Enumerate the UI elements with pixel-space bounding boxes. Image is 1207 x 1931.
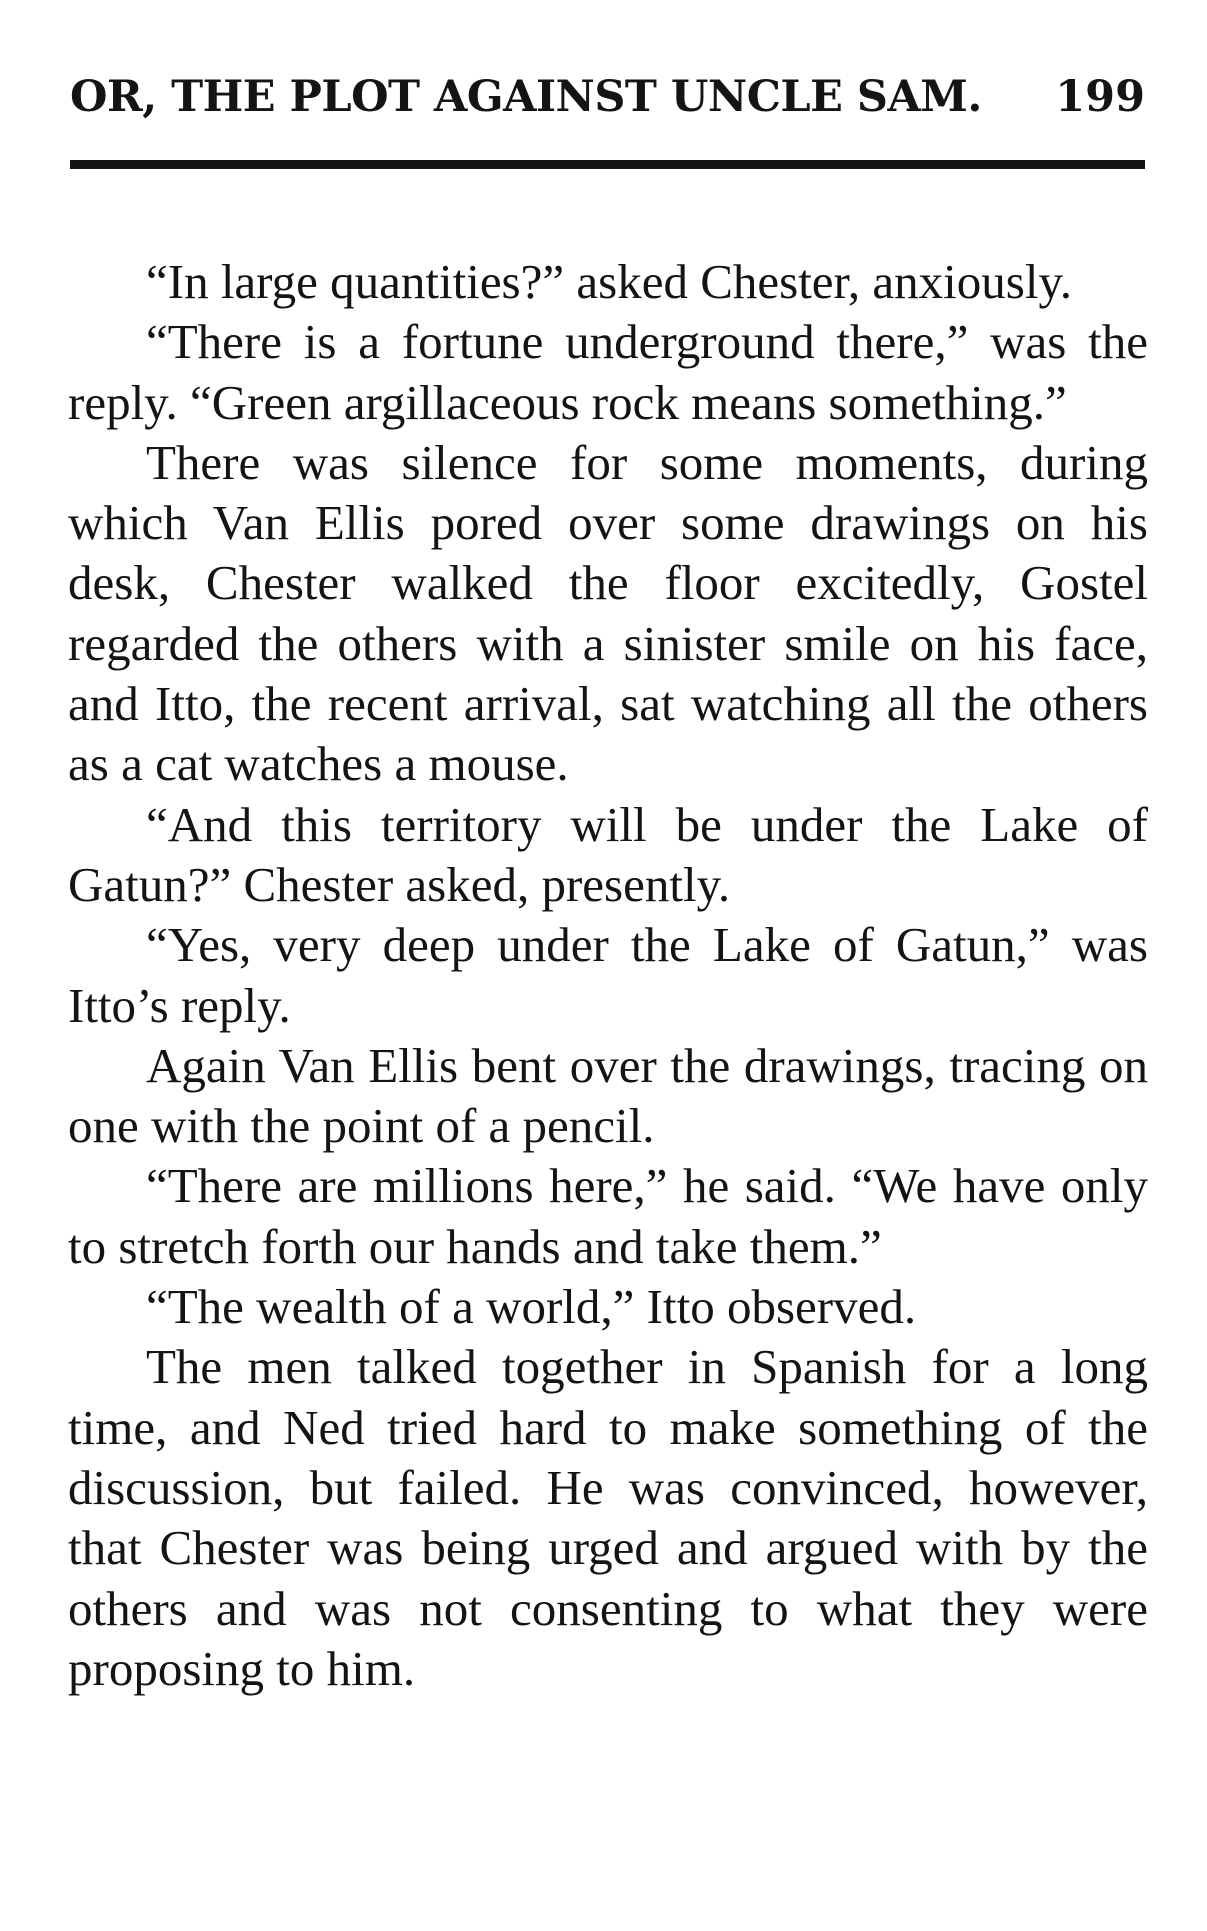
paragraph: “And this territory will be under the Lake of Gatun?” Chester asked, presently. [68,796,1148,912]
header-rule [70,160,1145,169]
paragraph: The men talked together in Spanish for a long time, and Ned tried hard to make something of the discussion, but failed. He was convinced, however, that Chester was being urged and argued with by the others and was not consenting to what they were proposing to him. [68,1339,1148,1696]
paragraph: “Yes, very deep under the Lake of Gatun,” was Itto’s reply. [68,917,1148,1033]
paragraph: There was silence for some moments, during which Van Ellis pored over some drawings on his desk, Chester walked the floor excitedly, Gostel regarded the others with a sinister smile on his face, and Itto, the recent arrival, sat watching all the others as a cat watches a mouse. [68,434,1148,792]
page-number: 199 [1055,72,1145,122]
paragraph: “The wealth of a world,” Itto observed. [146,1279,917,1335]
running-head [70,72,1145,132]
paragraph: “In large quantities?” asked Chester, anxiously. [146,254,1073,309]
body-text [68,252,1148,1699]
paragraph: “There is a fortune underground there,” was the reply. “Green argillaceous rock means something.” [68,314,1148,430]
paragraph: “There are millions here,” he said. “We have only to stretch forth our hands and take them.” [68,1158,1148,1274]
running-head-title: OR, THE PLOT AGAINST UNCLE SAM. [70,72,982,122]
paragraph: Again Van Ellis bent over the drawings, tracing on one with the point of a pencil. [68,1037,1148,1154]
